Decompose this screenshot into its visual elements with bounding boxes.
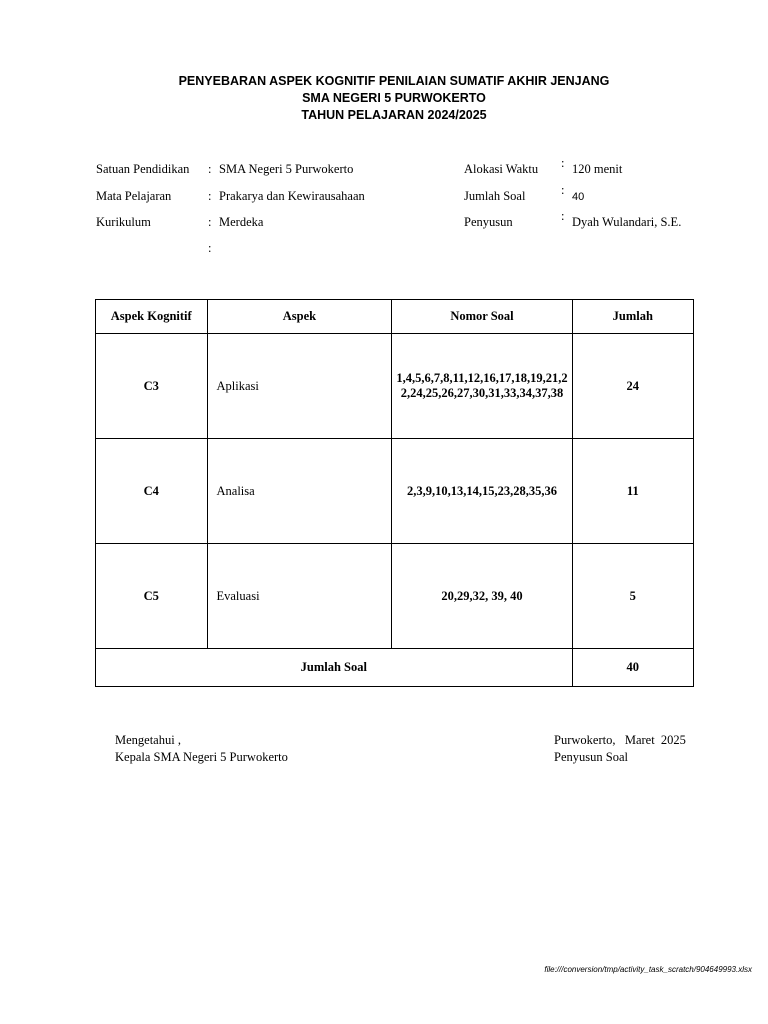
mapel-label: Mata Pelajaran [96, 189, 172, 203]
total-value: 40 [572, 649, 693, 687]
title-line-2: SMA NEGERI 5 PURWOKERTO [302, 91, 486, 105]
header-aspek: Aspek [207, 300, 392, 334]
mapel-value: Prakarya dan Kewirausahaan [219, 189, 365, 203]
jumlah-soal-colon: : [561, 183, 565, 197]
file-path-footer: file:///conversion/tmp/activity_task_scratch/904649993.xlsx [544, 965, 752, 974]
kurikulum-label: Kurikulum [96, 215, 151, 229]
total-label: Jumlah Soal [96, 649, 573, 687]
row-aspek: Evaluasi [207, 544, 392, 649]
jumlah-soal-label: Jumlah Soal [464, 189, 526, 203]
penyusun-label: Penyusun [464, 215, 513, 229]
row-jumlah: 24 [572, 334, 693, 439]
document-title [0, 73, 768, 124]
row-kognitif: C4 [96, 439, 208, 544]
table-row [96, 334, 694, 439]
nomor-soal-line-2: 2,24,25,26,27,30,31,33,34,37,38 [400, 386, 564, 400]
row-kognitif: C3 [96, 334, 208, 439]
row-aspek: Analisa [207, 439, 392, 544]
title-line-3: TAHUN PELAJARAN 2024/2025 [301, 108, 487, 122]
alokasi-label: Alokasi Waktu [464, 162, 539, 176]
row-jumlah: 11 [572, 439, 693, 544]
satuan-label: Satuan Pendidikan [96, 162, 190, 176]
satuan-colon: : [208, 162, 212, 176]
kurikulum-value: Merdeka [219, 215, 264, 229]
extra-colon: : [208, 241, 212, 255]
mapel-colon: : [208, 189, 212, 203]
table-total-row [96, 649, 694, 687]
header-aspek-kognitif: Aspek Kognitif [96, 300, 208, 334]
title-line-1: PENYEBARAN ASPEK KOGNITIF PENILAIAN SUMATIF AKHIR JENJANG [178, 74, 610, 88]
row-kognitif: C5 [96, 544, 208, 649]
signature-left [115, 732, 288, 766]
alokasi-value: 120 menit [572, 162, 623, 176]
table-header-row [96, 300, 694, 334]
signature-left-line-2: Kepala SMA Negeri 5 Purwokerto [115, 750, 288, 764]
row-jumlah: 5 [572, 544, 693, 649]
row-nomor-soal: 20,29,32, 39, 40 [392, 544, 572, 649]
table-row [96, 439, 694, 544]
table-row [96, 544, 694, 649]
kurikulum-colon: : [208, 215, 212, 229]
satuan-value: SMA Negeri 5 Purwokerto [219, 162, 354, 176]
cognitive-distribution-table [95, 299, 694, 687]
header-nomor-soal: Nomor Soal [392, 300, 572, 334]
signature-right [554, 732, 686, 766]
penyusun-value: Dyah Wulandari, S.E. [572, 215, 682, 229]
row-nomor-soal: 2,3,9,10,13,14,15,23,28,35,36 [392, 439, 572, 544]
nomor-soal-line-1: 1,4,5,6,7,8,11,12,16,17,18,19,21,2 [396, 371, 568, 385]
row-aspek: Aplikasi [207, 334, 392, 439]
signature-right-line-2: Penyusun Soal [554, 750, 628, 764]
row-nomor-soal [392, 334, 572, 439]
signature-left-line-1: Mengetahui , [115, 733, 181, 747]
jumlah-soal-value: 40 [572, 191, 585, 203]
signature-right-line-1: Purwokerto, Maret 2025 [554, 733, 686, 747]
alokasi-colon: : [561, 156, 565, 170]
header-jumlah: Jumlah [572, 300, 693, 334]
penyusun-colon: : [561, 209, 565, 223]
